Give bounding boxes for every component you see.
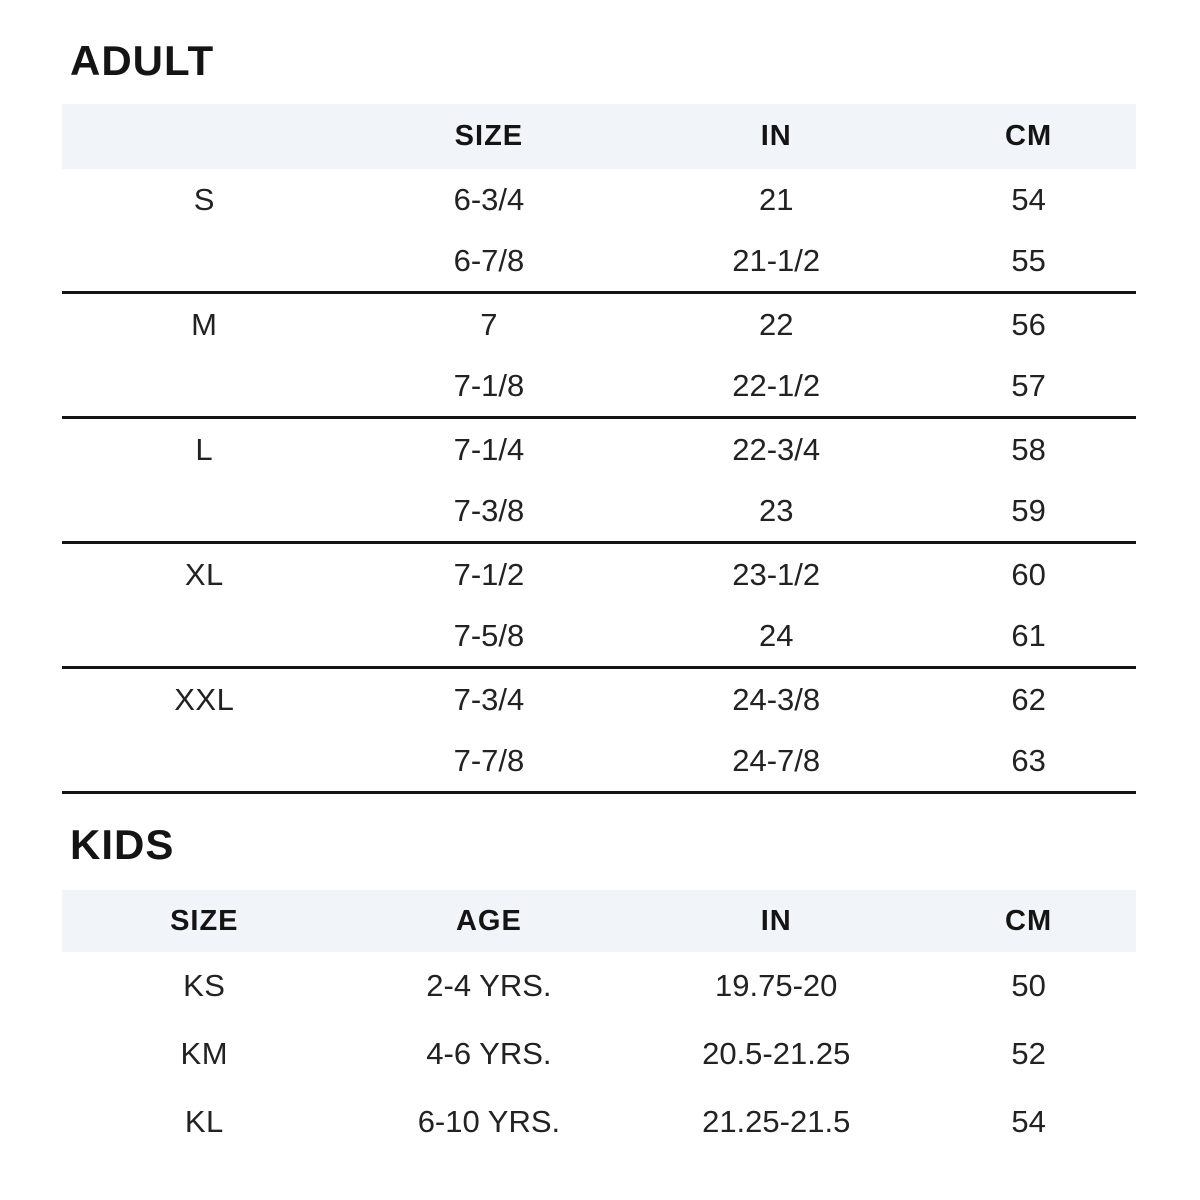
inches-cell: 24-7/8 <box>631 730 921 793</box>
table-row <box>62 230 1136 293</box>
cm-cell: 59 <box>921 480 1136 543</box>
size-group-label: XXL <box>174 681 235 717</box>
table-row <box>62 1020 1136 1088</box>
hat-size-cell: 7-1/8 <box>347 355 632 418</box>
kids-header-row <box>62 890 1136 952</box>
cm-cell: 56 <box>1011 306 1046 342</box>
age-cell: 4-6 YRS. <box>426 1036 552 1071</box>
inches-cell: 24-3/8 <box>732 681 821 717</box>
inches-cell: 20.5-21.25 <box>702 1036 851 1071</box>
kids-header-cm: CM <box>921 890 1136 952</box>
inches-cell: 22 <box>758 306 794 342</box>
kids-section-title: KIDS <box>70 821 175 868</box>
hat-size-cell: 7-5/8 <box>347 605 632 668</box>
adult-header-empty <box>62 104 347 169</box>
size-group-label: KS <box>183 968 226 1003</box>
adult-header-in: IN <box>631 104 921 169</box>
size-group-label <box>62 355 347 418</box>
table-row <box>62 730 1136 793</box>
table-row <box>62 293 1136 356</box>
cm-cell: 63 <box>921 730 1136 793</box>
hat-size-cell: 7-7/8 <box>347 730 632 793</box>
inches-cell: 19.75-20 <box>715 968 838 1003</box>
table-row <box>62 355 1136 418</box>
hat-size-cell: 6-7/8 <box>347 230 632 293</box>
size-group-label: KM <box>180 1036 229 1071</box>
cm-cell: 54 <box>1011 1104 1046 1139</box>
cm-cell: 57 <box>921 355 1136 418</box>
age-cell: 6-10 YRS. <box>417 1104 561 1139</box>
cm-cell: 54 <box>1011 181 1046 217</box>
size-group-label <box>62 730 347 793</box>
size-group-label: S <box>193 181 215 217</box>
cm-cell: 62 <box>1011 681 1046 717</box>
cm-cell: 52 <box>1011 1036 1046 1071</box>
table-row <box>62 418 1136 481</box>
kids-header-in: IN <box>631 890 921 952</box>
hat-size-cell: 6-3/4 <box>453 181 525 217</box>
adult-header-cm: CM <box>921 104 1136 169</box>
hat-size-cell: 7-1/4 <box>453 431 525 467</box>
hat-size-cell: 7 <box>480 306 498 342</box>
hat-size-cell: 7-3/8 <box>347 480 632 543</box>
inches-cell: 21-1/2 <box>631 230 921 293</box>
adult-header-size: SIZE <box>347 104 632 169</box>
table-row <box>62 480 1136 543</box>
size-group-label <box>62 480 347 543</box>
adult-size-table <box>62 104 1136 794</box>
cm-cell: 61 <box>921 605 1136 668</box>
adult-section-title: ADULT <box>70 37 215 84</box>
inches-cell: 21 <box>758 181 794 217</box>
size-group-label: M <box>191 306 218 342</box>
cm-cell: 55 <box>921 230 1136 293</box>
table-row <box>62 169 1136 230</box>
adult-header-row <box>62 104 1136 169</box>
size-group-label: KL <box>184 1104 224 1139</box>
age-cell: 2-4 YRS. <box>426 968 552 1003</box>
size-group-label <box>62 605 347 668</box>
inches-cell: 22-1/2 <box>631 355 921 418</box>
table-row <box>62 668 1136 731</box>
inches-cell: 23 <box>631 480 921 543</box>
kids-size-table <box>62 890 1136 1156</box>
cm-cell: 58 <box>1011 431 1046 467</box>
kids-header-age: AGE <box>347 890 632 952</box>
table-row <box>62 543 1136 606</box>
hat-size-cell: 7-1/2 <box>453 556 525 592</box>
inches-cell: 23-1/2 <box>732 556 821 592</box>
inches-cell: 22-3/4 <box>732 431 821 467</box>
cm-cell: 50 <box>1011 968 1046 1003</box>
table-row <box>62 952 1136 1020</box>
table-row <box>62 605 1136 668</box>
cm-cell: 60 <box>1011 556 1046 592</box>
size-group-label <box>62 230 347 293</box>
kids-header-size: SIZE <box>62 890 347 952</box>
inches-cell: 24 <box>631 605 921 668</box>
table-row <box>62 1088 1136 1156</box>
size-group-label: L <box>195 431 214 467</box>
size-group-label: XL <box>184 556 224 592</box>
hat-size-cell: 7-3/4 <box>453 681 525 717</box>
inches-cell: 21.25-21.5 <box>702 1104 851 1139</box>
